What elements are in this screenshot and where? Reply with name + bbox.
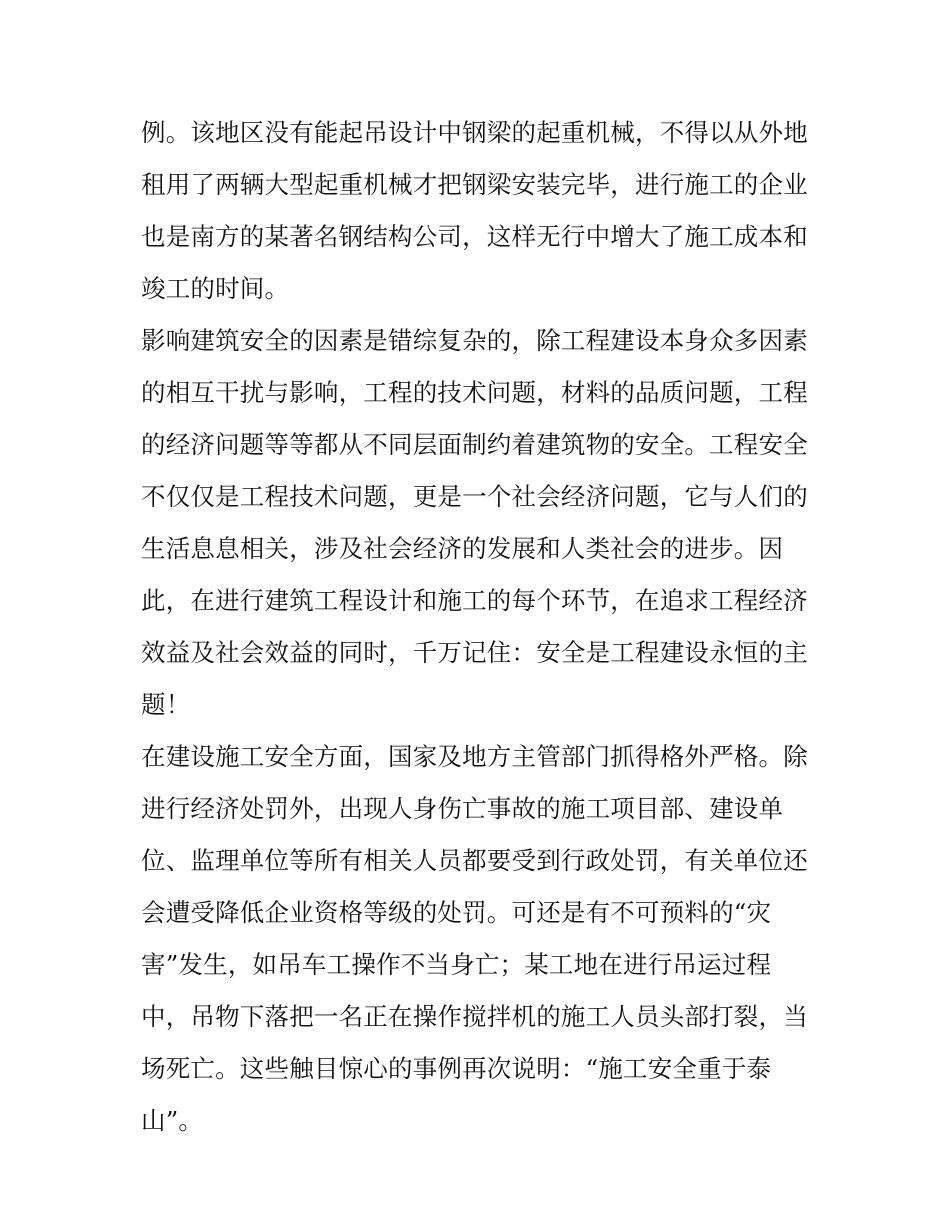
paragraph-3 [141, 731, 821, 1147]
text-line: 题！ [141, 690, 191, 719]
text-line: 中，吊物下落把一名正在操作搅拌机的施工人员头部打裂，当 [141, 1002, 808, 1031]
text-line: 不仅仅是工程技术问题，更是一个社会经济问题，它与人们的 [141, 482, 808, 511]
text-line: 在建设施工安全方面，国家及地方主管部门抓得格外严格。除 [141, 742, 808, 771]
text-line: 位、监理单位等所有相关人员都要受到行政处罚，有关单位还 [141, 846, 808, 875]
text-line: 竣工的时间。 [141, 274, 290, 303]
document-body [141, 107, 821, 1147]
text-line: 会遭受降低企业资格等级的处罚。可还是有不可预料的“灾 [141, 898, 772, 927]
text-line: 此，在进行建筑工程设计和施工的每个环节，在追求工程经济 [141, 586, 808, 615]
text-line: 生活息息相关，涉及社会经济的发展和人类社会的进步。因 [141, 534, 784, 563]
text-line: 的经济问题等等都从不同层面制约着建筑物的安全。工程安全 [141, 430, 808, 459]
text-line: 山”。 [141, 1106, 204, 1135]
text-line: 效益及社会效益的同时，千万记住：安全是工程建设永恒的主 [141, 638, 808, 667]
text-line: 的相互干扰与影响，工程的技术问题，材料的品质问题，工程 [141, 378, 808, 407]
text-line: 进行经济处罚外，出现人身伤亡事故的施工项目部、建设单 [141, 794, 784, 823]
text-line: 害”发生，如吊车工操作不当身亡；某工地在进行吊运过程 [141, 950, 772, 979]
text-line: 租用了两辆大型起重机械才把钢梁安装完毕，进行施工的企业 [141, 170, 808, 199]
text-line: 例。该地区没有能起吊设计中钢梁的起重机械，不得以从外地 [141, 118, 808, 147]
text-line: 场死亡。这些触目惊心的事例再次说明：“施工安全重于泰 [141, 1054, 772, 1083]
paragraph-2 [141, 315, 821, 731]
text-line: 影响建筑安全的因素是错综复杂的，除工程建设本身众多因素 [141, 326, 808, 355]
text-line: 也是南方的某著名钢结构公司，这样无行中增大了施工成本和 [141, 222, 808, 251]
paragraph-1 [141, 107, 821, 315]
